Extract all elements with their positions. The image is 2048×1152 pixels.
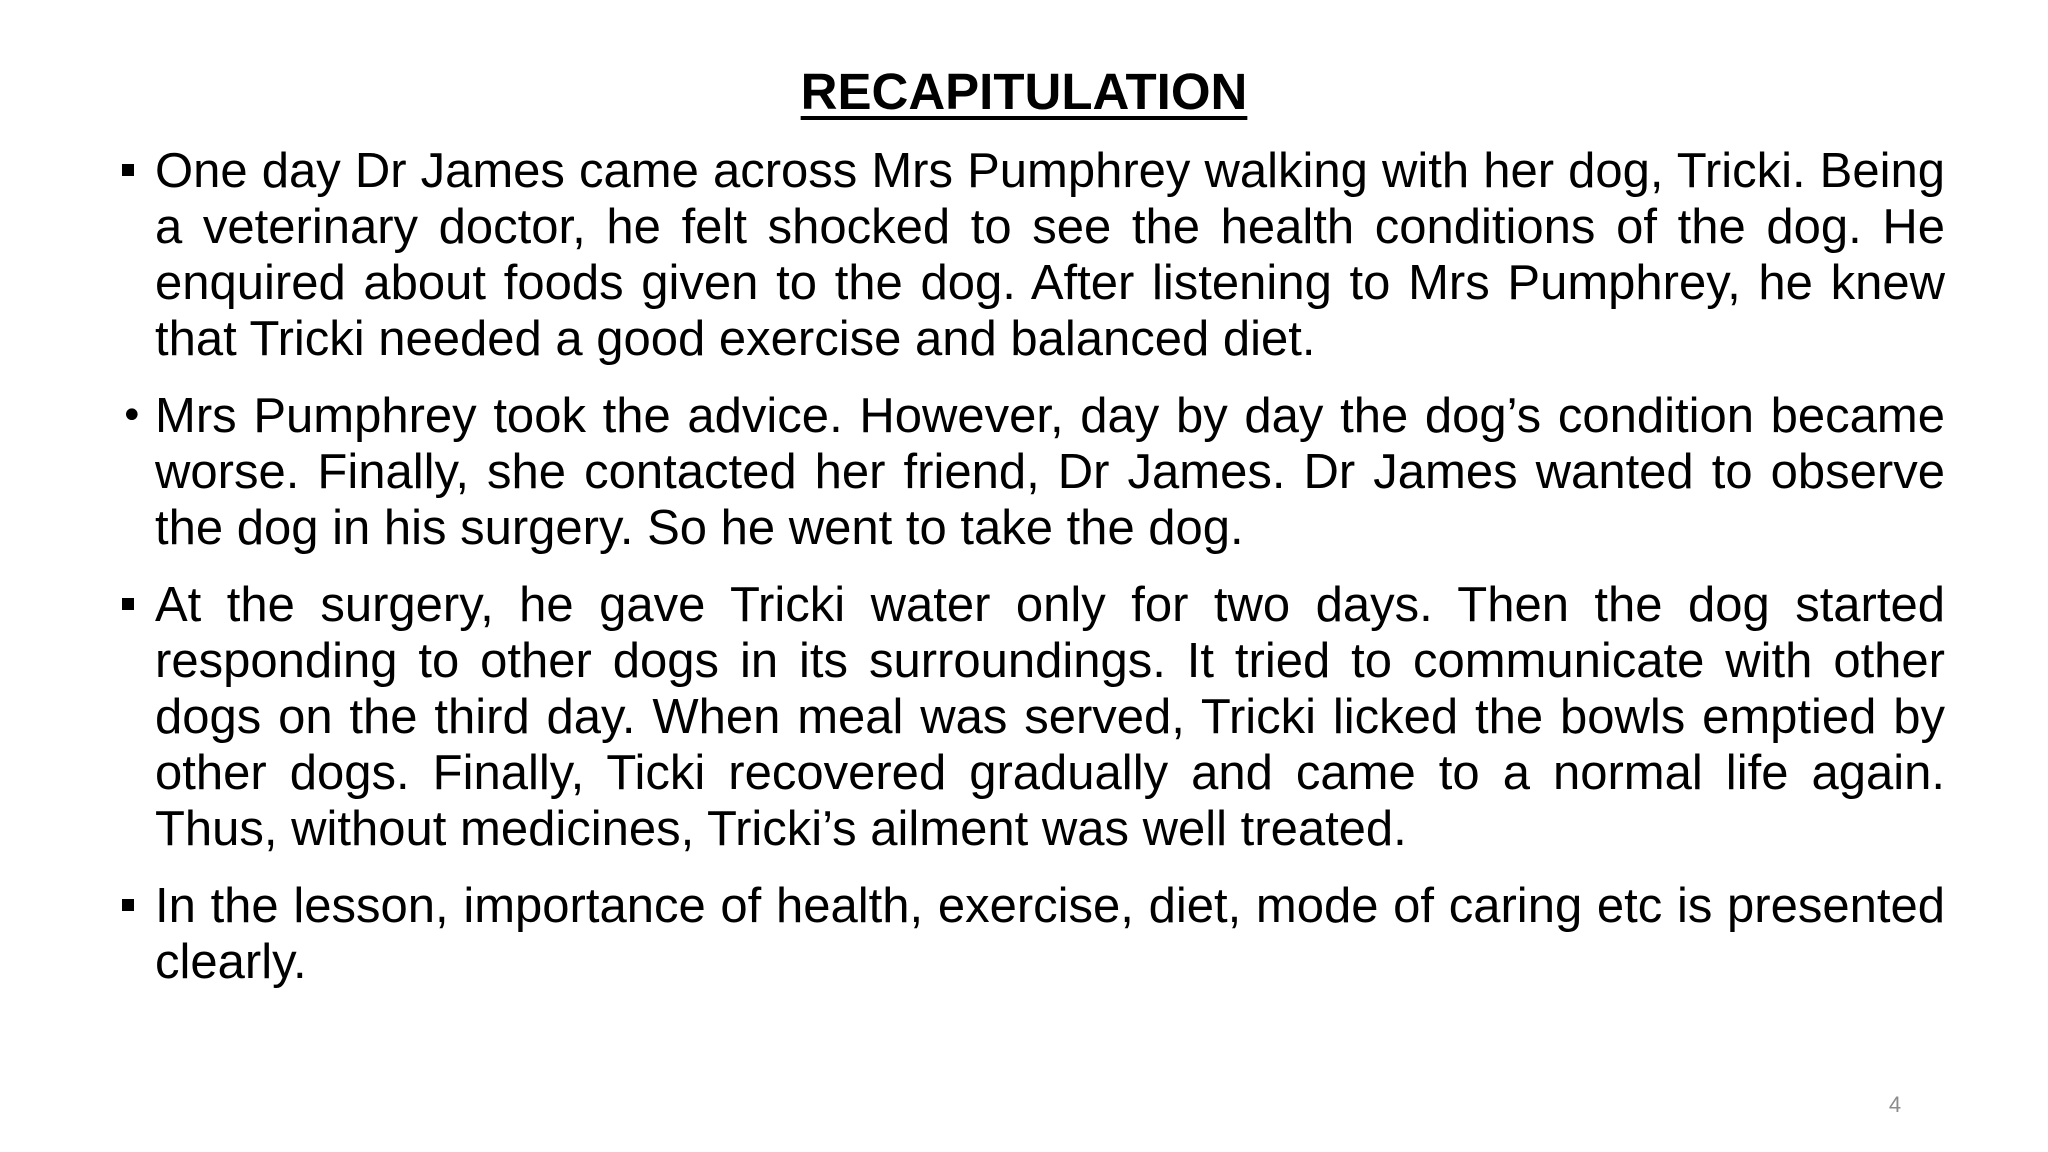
page-number: 4 (1888, 1092, 1902, 1117)
square-bullet-icon (122, 899, 134, 911)
bullet-text: One day Dr James came across Mrs Pumphrey walking with her dog, Tricki. Being a veterinary doctor, he felt shocked to see the health conditions of the dog. He enquired about foods given to the dog. After listening to Mrs Pumphrey, he knew that Tricki needed a good exercise and balanced diet. (155, 144, 1945, 366)
bullet-list (120, 143, 1945, 1011)
slide-title (0, 62, 2048, 122)
round-bullet-icon: • (120, 393, 144, 439)
slide-title-text: RECAPITULATION (800, 63, 1248, 120)
bullet-item (120, 388, 1945, 556)
bullet-item (155, 577, 1945, 857)
bullet-item (155, 143, 1945, 367)
square-bullet-icon (122, 164, 134, 176)
bullet-text: Mrs Pumphrey took the advice. However, day by day the dog’s condition became worse. Finally, she contacted her friend, Dr James. Dr James wanted to observe the dog in his surgery. So he went to take the dog. (155, 389, 1945, 555)
bullet-item (155, 878, 1945, 990)
bullet-text: At the surgery, he gave Tricki water only for two days. Then the dog started responding to other dogs in its surroundings. It tried to communicate with other dogs on the third day. When meal was served, Tricki licked the bowls emptied by other dogs. Finally, Ticki recovered gradually and came to a normal life again. Thus, without medicines, Tricki’s ailment was well treated. (155, 578, 1945, 856)
square-bullet-icon (122, 598, 134, 610)
bullet-text: In the lesson, importance of health, exercise, diet, mode of caring etc is presented clearly. (155, 879, 1945, 989)
